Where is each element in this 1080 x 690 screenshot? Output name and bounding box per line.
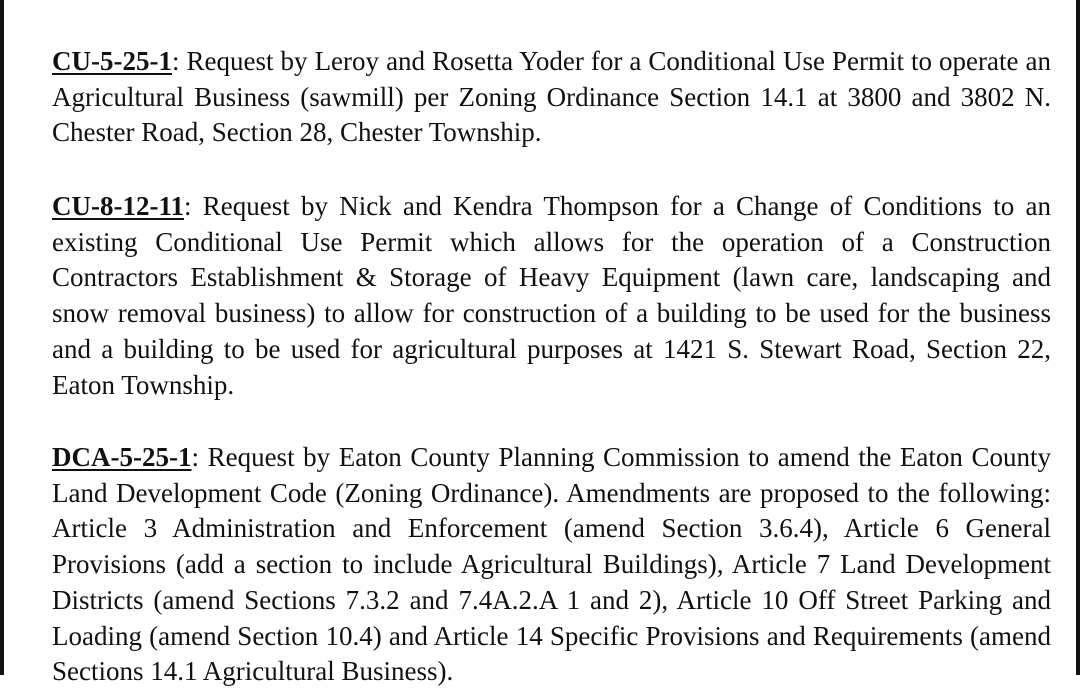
case-number: DCA-5-25-1 (52, 442, 192, 472)
notice-item-cu-8-12-11 (52, 189, 1051, 403)
notice-item-cu-5-25-1 (52, 44, 1051, 151)
notice-text: : Request by Nick and Kendra Thompson for a Change of Conditions to an existing Conditional Use Permit which allows for the operation of a Construction Contractors Establishment & Storage of Heavy Equipment (lawn care, landscaping and snow removal business) to allow for construction of a building to be used for the business and a building to be used for agricultural purposes at 1421 S. Stewart Road, Section 22, Eaton Township. (52, 191, 1051, 400)
case-number: CU-8-12-11 (52, 191, 184, 221)
notice-text: : Request by Leroy and Rosetta Yoder for a Conditional Use Permit to operate an Agricultural Business (sawmill) per Zoning Ordinance Section 14.1 at 3800 and 3802 N. Chester Road, Section 28, Chester Township. (52, 46, 1051, 148)
case-number: CU-5-25-1 (52, 46, 172, 76)
notice-item-dca-5-25-1 (52, 440, 1051, 690)
notice-text: : Request by Eaton County Planning Commission to amend the Eaton County Land Development Code (Zoning Ordinance). Amendments are proposed to the following: Article 3 Administration and Enforcement (amend Section 3.6.4), Article 6 General Provisions (add a section to include Agricultural Buildings), Article 7 Land Development Districts (amend Sections 7.3.2 and 7.4A.2.A 1 and 2), Article 10 Off Street Parking and Loading (amend Section 10.4) and Article 14 Specific Provisions and Requirements (amend Sections 14.1 Agricultural Business). (52, 442, 1051, 687)
